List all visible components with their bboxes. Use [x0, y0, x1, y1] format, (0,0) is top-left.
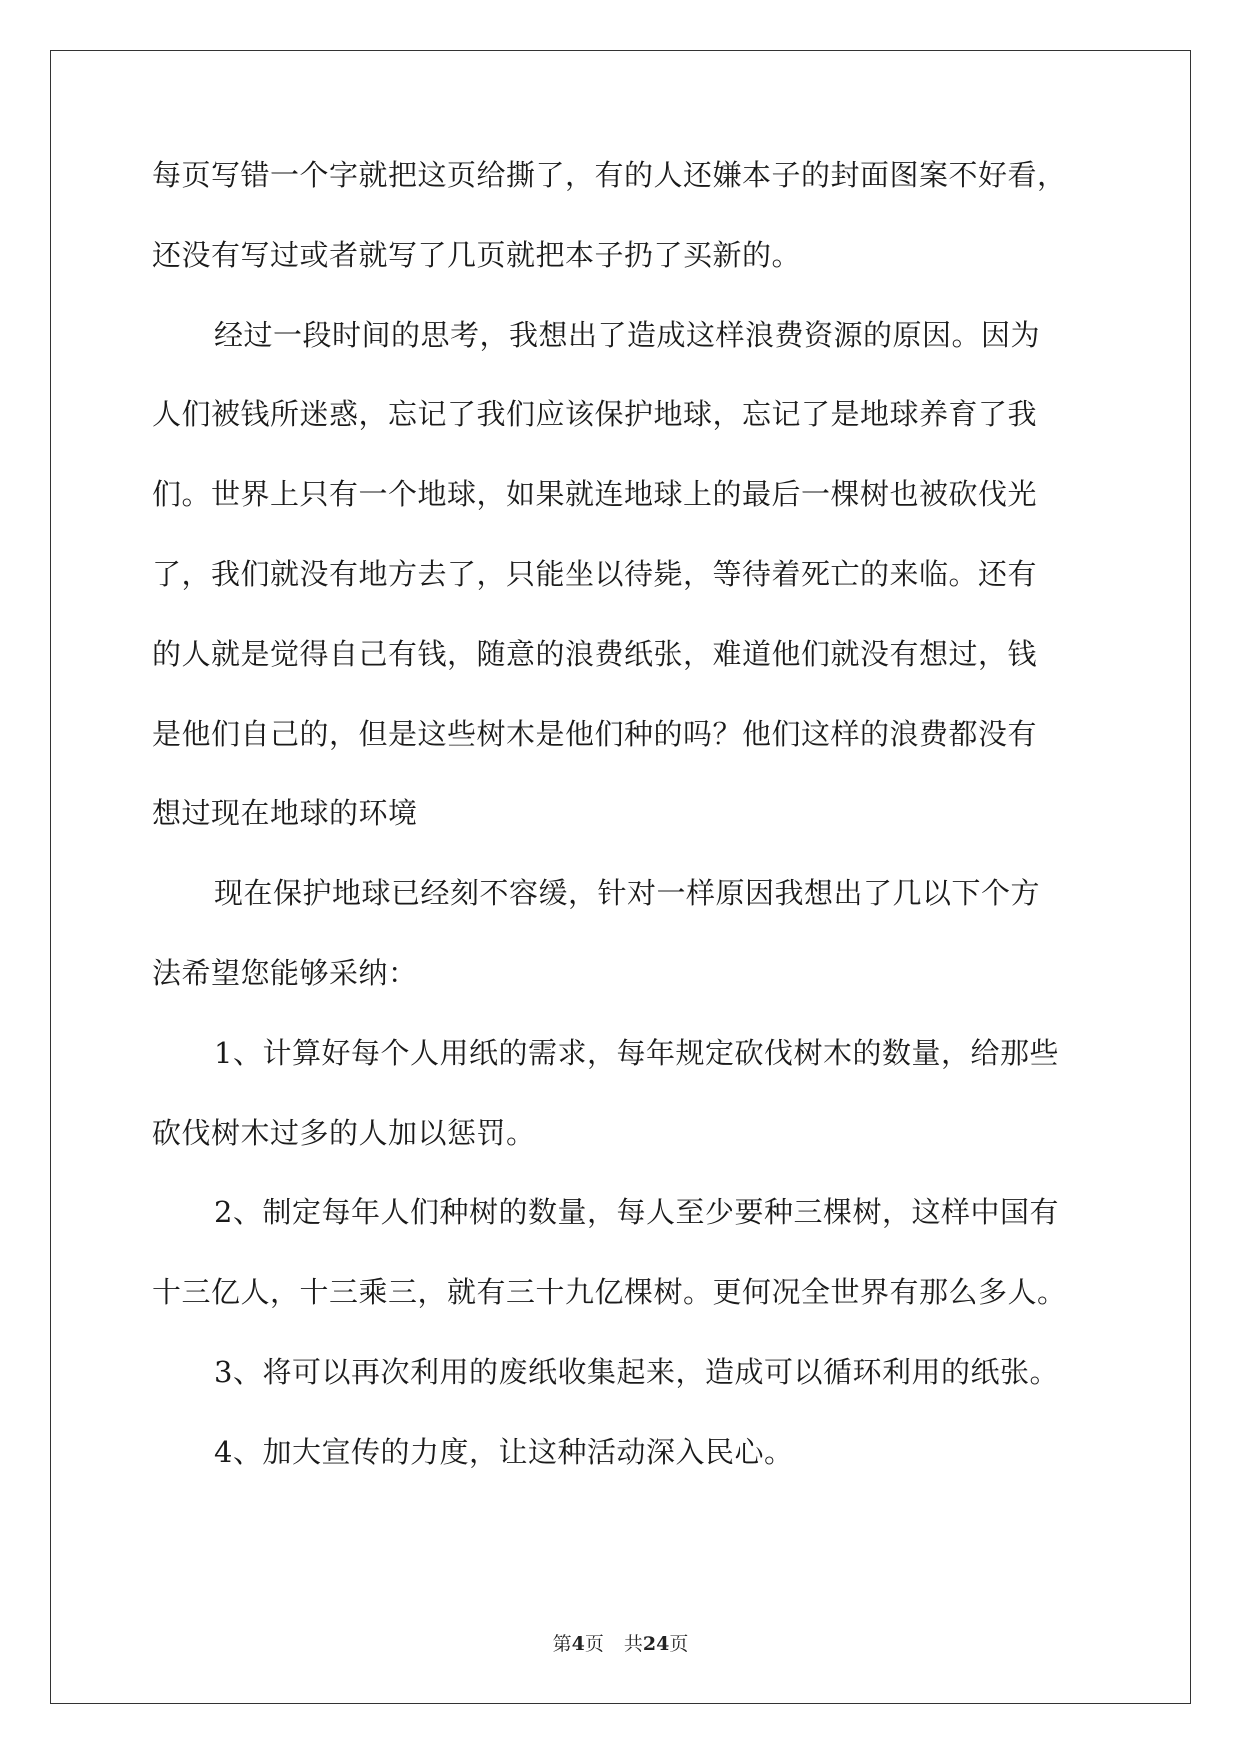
list-item-4-line: 4、加大宣传的力度，让这种活动深入民心。	[214, 1434, 794, 1469]
text-line: 砍伐树木过多的人加以惩罚。	[152, 1115, 536, 1150]
text-line: 还没有写过或者就写了几页就把本子扔了买新的。	[152, 237, 802, 272]
text-line: 是他们自己的，但是这些树木是他们种的吗？他们这样的浪费都没有	[152, 716, 1038, 751]
document-body	[152, 160, 1088, 1517]
text-line: 每页写错一个字就把这页给撕了，有的人还嫌本子的封面图案不好看，	[152, 158, 1067, 192]
total-pages: 24	[642, 1633, 670, 1655]
text-line: 十三亿人，十三乘三，就有三十九亿棵树。更何况全世界有那么多人。	[152, 1275, 1067, 1310]
text-line: 们。世界上只有一个地球，如果就连地球上的最后一棵树也被砍伐光	[152, 477, 1038, 512]
text-line: 想过现在地球的环境	[152, 796, 418, 831]
text-line: 法希望您能够采纳：	[152, 955, 418, 990]
list-item-2-line: 2、制定每年人们种树的数量，每人至少要种三棵树，这样中国有	[214, 1195, 1059, 1230]
total-suffix: 页	[669, 1633, 689, 1655]
paragraph-start-line: 现在保护地球已经刻不容缓，针对一样原因我想出了几以下个方	[214, 876, 1041, 911]
text-line: 了，我们就没有地方去了，只能坐以待毙，等待着死亡的来临。还有	[152, 556, 1038, 591]
page-prefix: 第	[552, 1633, 572, 1655]
paragraph-start-line: 经过一段时间的思考，我想出了造成这样浪费资源的原因。因为	[214, 317, 1041, 352]
page-suffix: 页	[584, 1633, 604, 1655]
page-footer	[0, 1629, 1241, 1656]
text-line: 人们被钱所迷惑，忘记了我们应该保护地球，忘记了是地球养育了我	[152, 397, 1038, 432]
page-number: 4	[571, 1633, 585, 1655]
list-item-1-line: 1、计算好每个人用纸的需求，每年规定砍伐树木的数量，给那些	[214, 1035, 1059, 1070]
total-prefix: 共	[623, 1633, 643, 1655]
list-item-3-line: 3、将可以再次利用的废纸收集起来，造成可以循环利用的纸张。	[214, 1354, 1059, 1389]
text-line: 的人就是觉得自己有钱，随意的浪费纸张，难道他们就没有想过，钱	[152, 636, 1038, 671]
